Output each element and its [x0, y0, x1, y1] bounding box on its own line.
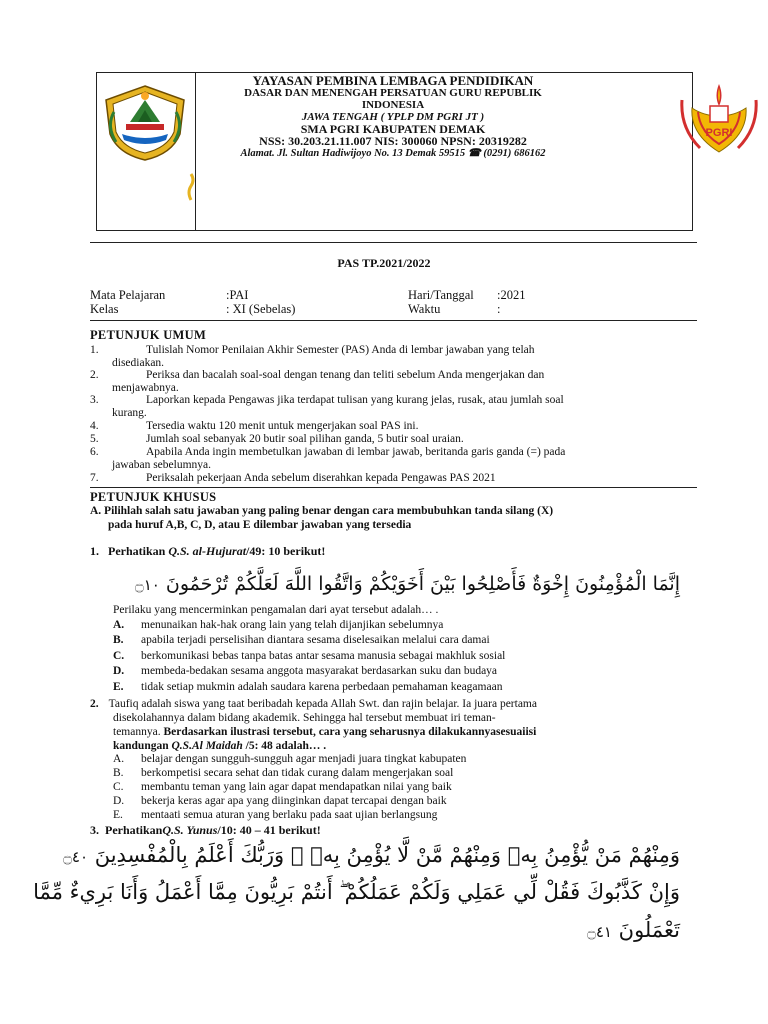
stem-line-2: disekolahannya dalam bidang akademik. Sehingga hal tersebut membuat iri teman-	[113, 712, 496, 724]
option-text: mentaati semua aturan yang berlaku pada saat ujian berlangsung	[141, 809, 438, 821]
stem-line-4-end: /5: 48 adalah… .	[242, 740, 327, 752]
question-2-option-a	[113, 752, 466, 766]
item-text: Tulislah Nomor Penilaian Akhir Semester (PAS) Anda di lembar jawaban yang telah	[146, 344, 535, 356]
province-crest-icon	[102, 82, 188, 162]
question-3-heading	[90, 823, 321, 838]
option-letter: B.	[113, 767, 124, 779]
item-text: Jumlah soal sebanyak 20 butir soal pilihan ganda, 5 butir soal uraian.	[146, 433, 464, 445]
specific-instructions-text	[90, 504, 680, 532]
question-prefix: Perhatikan	[105, 823, 163, 837]
item-number: 1.	[90, 344, 99, 356]
option-letter: B.	[113, 634, 124, 646]
question-2-option-d	[113, 794, 447, 808]
country-line: INDONESIA	[361, 99, 425, 111]
question-number: 2.	[90, 698, 99, 710]
question-1-stem: Perilaku yang mencerminkan pengamalan dari ayat tersebut adalah… .	[113, 604, 439, 616]
item-number: 4.	[90, 420, 99, 432]
option-letter: D.	[113, 665, 125, 677]
question-1-option-b	[113, 633, 490, 647]
question-1-arabic-verse	[135, 573, 680, 595]
pgri-logo-text: PGRI	[705, 127, 733, 139]
ayah-number-icon: ۝٤٠	[63, 848, 89, 866]
item-text-cont: kurang.	[112, 407, 147, 419]
question-3-arabic-verse-3	[587, 918, 680, 942]
header-rule	[90, 242, 697, 243]
school-address: Alamat. Jl. Sultan Hadiwijoyo No. 13 Demak 59515 ☎ (0291) 686162	[240, 148, 546, 159]
stem-line-3: temannya.	[113, 726, 164, 738]
option-text: berkomunikasi bebas tanpa batas antar sesama manusia sebagai makhluk sosial	[141, 650, 506, 662]
arabic-text: إِنَّمَا الْمُؤْمِنُونَ إِخْوَةٌ فَأَصْلِحُوا بَيْنَ أَخَوَيْكُمْ وَاتَّقُوا اللَّهَ لَعَلَّكُمْ تُرْحَمُونَ	[165, 573, 680, 595]
arabic-text: وَإِنْ كَذَّبُوكَ فَقُلْ لِّي عَمَلِي وَلَكُمْ عَمَلُكُمْ ۖ أَنتُمْ بَرِيُّونَ مِمَّا أَعْمَلُ وَأَنَا بَرِيءٌ مِّمَّا	[33, 880, 680, 904]
decorative-mark-icon	[186, 172, 196, 202]
ayah-number-icon: ۝٤١	[587, 923, 612, 941]
question-number: 3.	[90, 823, 99, 837]
option-letter: E.	[113, 681, 124, 693]
stem-line-1: Taufiq adalah siswa yang taat beribadah kepada Allah Swt. dan rajin belajar. Ia juara pertama	[108, 698, 537, 710]
foundation-name: YAYASAN PEMBINA LEMBAGA PENDIDIKAN	[252, 73, 534, 88]
item-text: Laporkan kepada Pengawas jika terdapat tulisan yang kurang jelas, rusak, atau jumlah soal	[146, 394, 564, 406]
question-2-option-e	[113, 808, 437, 822]
exam-title: PAS TP.2021/2022	[337, 256, 431, 270]
item-text: Apabila Anda ingin membetulkan jawaban di lembar jawab, beritanda garis ganda (=) pada	[146, 446, 566, 458]
arabic-text: وَمِنْهُمْ مَنْ يُّؤْمِنُ بِهٖ وَمِنْهُمْ مَّنْ لَّا يُؤْمِنُ بِهٖ ۚ وَرَبُّكَ أَعْلَمُ بِالْمُفْسِدِينَ	[94, 843, 680, 867]
question-1-heading	[90, 544, 325, 559]
option-text: berkompetisi secara sehat dan tidak curang dalam mengerjakan soal	[141, 767, 454, 779]
question-3-arabic-verse-2	[33, 880, 680, 905]
pgri-logo-icon	[678, 78, 760, 160]
option-text: tidak setiap mukmin adalah saudara karena perbedaan pemahaman keagamaan	[141, 681, 503, 693]
question-prefix: Perhatikan	[108, 544, 169, 558]
association-line: DASAR DAN MENENGAH PERSATUAN GURU REPUBLIK	[244, 87, 542, 99]
stem-line-3-bold: Berdasarkan ilustrasi tersebut, cara yang seharusnya dilakukannyasesuaiisi	[163, 726, 537, 738]
item-number: 7.	[90, 472, 99, 484]
letterhead-text	[193, 73, 593, 160]
time-label: Waktu	[408, 302, 441, 316]
option-text: menunaikan hak-hak orang lain yang telah dijanjikan sebelumnya	[141, 619, 444, 631]
instruction-line: A. Pilihlah salah satu jawaban yang paling benar dengan cara membubuhkan tanda silang (X)	[90, 505, 554, 517]
class-label: Kelas	[90, 302, 119, 316]
item-text: Periksa dan bacalah soal-soal dengan tenang dan teliti sebelum Anda mengerjakan dan	[146, 369, 545, 381]
subject-value: :PAI	[226, 288, 249, 302]
option-letter: C.	[113, 650, 125, 662]
question-2-option-b	[113, 766, 453, 780]
option-text: bekerja keras agar apa yang diinginkan dapat tercapai dengan baik	[141, 795, 447, 807]
question-suffix: /49: 10 berikut!	[246, 544, 326, 558]
question-2-stem	[90, 697, 680, 753]
item-number: 2.	[90, 369, 99, 381]
section-rule	[90, 487, 697, 488]
stem-line-4-bold: kandungan	[113, 740, 172, 752]
specific-instructions-heading: PETUNJUK KHUSUS	[90, 490, 217, 504]
date-value: :2021	[497, 288, 526, 302]
option-text: membantu teman yang lain agar dapat mendapatkan nilai yang baik	[141, 781, 452, 793]
question-surah: Q.S. Yunus	[162, 823, 218, 837]
question-suffix: /10: 40 – 41 berikut!	[217, 823, 321, 837]
option-letter: E.	[113, 809, 123, 821]
question-surah: Q.S. al-Hujurat	[168, 544, 247, 558]
stem-surah: Q.S.Al Maidah	[171, 740, 243, 752]
question-1-option-c	[113, 649, 505, 663]
question-number: 1.	[90, 544, 99, 558]
option-text: apabila terjadi perselisihan diantara sesama diselesaikan melalui cara damai	[141, 634, 490, 646]
item-text: Periksalah pekerjaan Anda sebelum diserahkan kepada Pengawas PAS 2021	[146, 472, 496, 484]
option-letter: D.	[113, 795, 125, 807]
question-2-option-c	[113, 780, 452, 794]
question-1-option-d	[113, 664, 497, 678]
class-value: : XI (Sebelas)	[226, 302, 296, 316]
item-text: Tersedia waktu 120 menit untuk mengerjakan soal PAS ini.	[146, 420, 419, 432]
item-text-cont: disediakan.	[112, 357, 165, 369]
item-number: 6.	[90, 446, 99, 458]
option-text: membeda-bedakan sesama anggota masyarakat berdasarkan suku dan budaya	[141, 665, 498, 677]
school-ids: NSS: 30.203.21.11.007 NIS: 300060 NPSN: 20319282	[259, 134, 527, 148]
instruction-line-cont: pada huruf A,B, C, D, atau E dilembar jawaban yang tersedia	[108, 519, 412, 531]
item-number: 3.	[90, 394, 99, 406]
item-number: 5.	[90, 433, 99, 445]
option-letter: C.	[113, 781, 124, 793]
question-3-arabic-verse-1	[63, 843, 680, 867]
province-line: JAWA TENGAH ( YPLP DM PGRI JT )	[301, 111, 485, 123]
question-1-option-a	[113, 618, 443, 632]
option-letter: A.	[113, 753, 125, 765]
info-rule	[90, 320, 697, 321]
school-name: SMA PGRI KABUPATEN DEMAK	[300, 122, 486, 136]
question-1-option-e	[113, 680, 502, 694]
time-value: :	[497, 302, 501, 316]
arabic-text: تَعْمَلُونَ	[618, 918, 680, 942]
subject-label: Mata Pelajaran	[90, 288, 166, 302]
general-instructions-heading: PETUNJUK UMUM	[90, 328, 207, 342]
ayah-number-icon: ۝١٠	[134, 576, 160, 594]
option-text: belajar dengan sungguh-sungguh agar menjadi juara tingkat kabupaten	[141, 753, 467, 765]
item-text-cont: jawaban sebelumnya.	[112, 459, 211, 471]
date-label: Hari/Tanggal	[408, 288, 474, 302]
option-letter: A.	[113, 619, 125, 631]
item-text-cont: menjawabnya.	[112, 382, 179, 394]
